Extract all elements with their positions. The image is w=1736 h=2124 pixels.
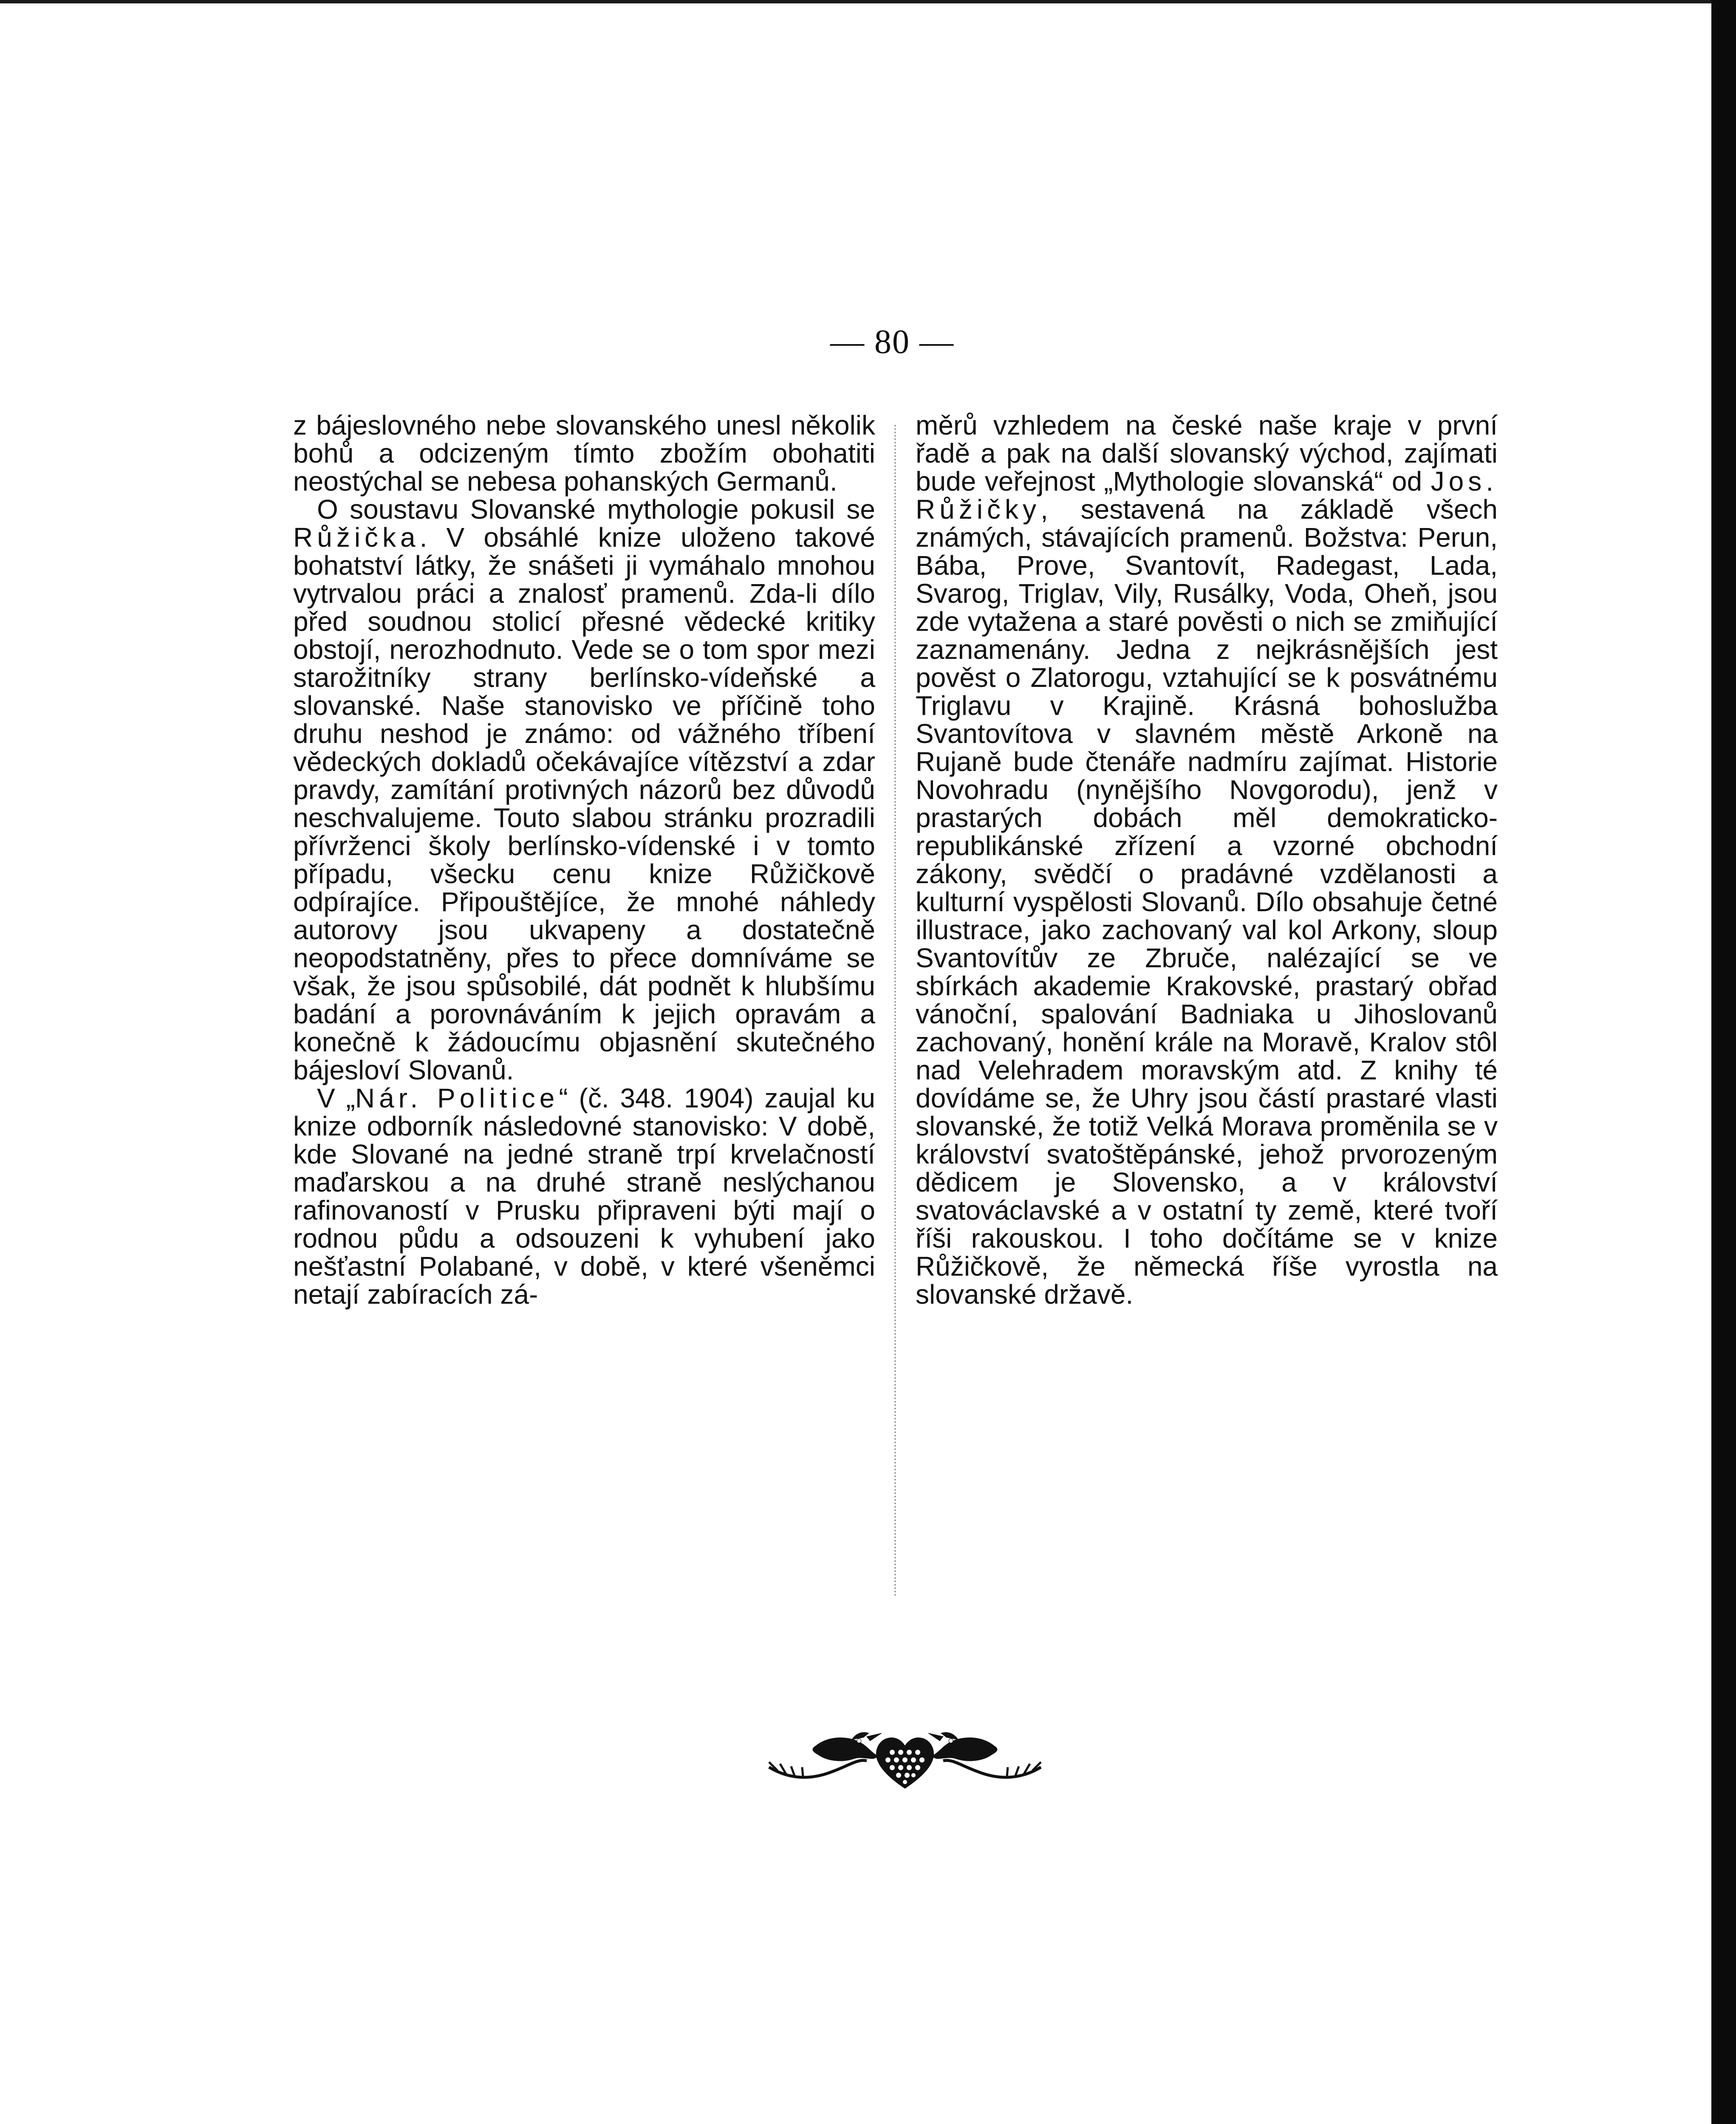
left-paragraph-2-start: O soustavu Slovanské mythologie pokusil se [317, 494, 875, 525]
right-column [916, 411, 1498, 1308]
left-paragraph-3-start: V „ [317, 1083, 355, 1113]
left-paragraph-2-body: . V obsáhlé knize uloženo takové bohatství látky, že snášeti ji vymáhalo mnohou vytrvalou práci a znalosť pramenů. Zda-li dílo před soudnou stolicí přesné vědecké kritiky obstojí, nerozhodnuto. Vede se o tom spor mezi starožitníky strany berlínsko-vídeňské a slovanské. Naše stanovisko ve příčině toho druhu neshod je známo: od vážného tříbení vědeckých dokladů očekávajíce vítězství a zdar pravdy, zamítání protivných názorů bez důvodů neschvalujeme. Touto slabou stránku prozradili přívrženci školy berlínsko-vídenské i v tomto případu, všecku cenu knize Růžičkově odpírajíce. Připouštějíce, že mnohé náhledy autorovy jsou ukvapeny a dostatečně neopodstatněny, přes to přece domníváme se však, že jsou spůsobilé, dát podnět k hlubšímu badání a porovnáváním k jejich opravám a konečně k žádoucímu objasnění skutečného bájesloví Slovanů. [293, 522, 875, 1085]
left-paragraph-2 [293, 495, 875, 1084]
left-paragraph-1: z bájeslovného nebe slovanského unesl několik bohů a odcizeným tímto zbožím obohatiti neostýchal se nebesa pohanských Germanů. [293, 410, 875, 497]
bird-heart-ornament-icon [752, 1716, 1058, 1797]
author-name-jos-spaced: Jos. Růžičky [916, 466, 1498, 525]
column-divider [894, 425, 896, 1597]
left-paragraph-3-body: “ (č. 348. 1904) zaujal ku knize odborník následovné stanovisko: V době, kde Slované na jedné straně trpí krvelačností maďarskou a na druhé straně neslýchanou rafinovaností v Prusku připraveni býti mají o rodnou půdu a odsouzeni k vyhubení jako nešťastní Polabané, v době, v které všeněmci netají zabíracích zá- [293, 1083, 876, 1310]
right-paragraph-1-start: měrů vzhledem na české naše kraje v první řadě a pak na další slovanský východ, zajímati bude veřejnost „Mythologie slovanská“ od [916, 410, 1498, 497]
page-number: — 80 — [830, 323, 954, 361]
right-paragraph-1 [916, 411, 1498, 1308]
scan-edge-top [0, 0, 1736, 3]
author-name-spaced: Růžička [293, 522, 420, 553]
left-column [293, 411, 875, 1308]
left-paragraph-3 [293, 1084, 875, 1308]
scan-edge-right [1711, 0, 1736, 2124]
right-paragraph-1-body: , sestavená na základě všech známých, stávajících pramenů. Božstva: Perun, Bába, Prove, Svantovít, Radegast, Lada, Svarog, Triglav, Vily, Rusálky, Voda, Oheň, jsou zde vytažena a staré pověsti o nich se zmiňující zaznamenány. Jedna z nejkrásnějších jest pověst o Zlatorogu, vztahující se k posvátnému Triglavu v Krajině. Krásná bohoslužba Svantovítova v slavném městě Arkoně na Rujaně bude čtenáře nadmíru zajímat. Historie Novohradu (nynějšího Novgorodu), jenž v prastarých dobách měl demokraticko-republikánské zřízení a vzorné obchodní zákony, svědčí o pradávné vzdělanosti a kulturní vyspělosti Slovanů. Dílo obsahuje četné illustrace, jako zachovaný val kol Arkony, sloup Svantovítův ze Zbruče, nalézající se ve sbírkách akademie Krakovské, prastarý obřad vánoční, spalování Badniaka u Jihoslovanů zachovaný, honění krále na Moravě, Kralov stôl nad Velehradem moravským atd. Z knihy té dovídáme se, že Uhry jsou částí prastaré vlasti slovanské, že totiž Velká Morava proměnila se v království svatoštěpánské, jehož prvorozeným dědicem je Slovensko, a v království svatováclavské a v ostatní ty země, které tvoří říši rakouskou. I toho dočítáme se v knize Růžičkově, že německá říše vyrostla na slovanské državě. [916, 494, 1498, 1310]
newspaper-name-spaced: Nár. Politice [355, 1083, 559, 1113]
